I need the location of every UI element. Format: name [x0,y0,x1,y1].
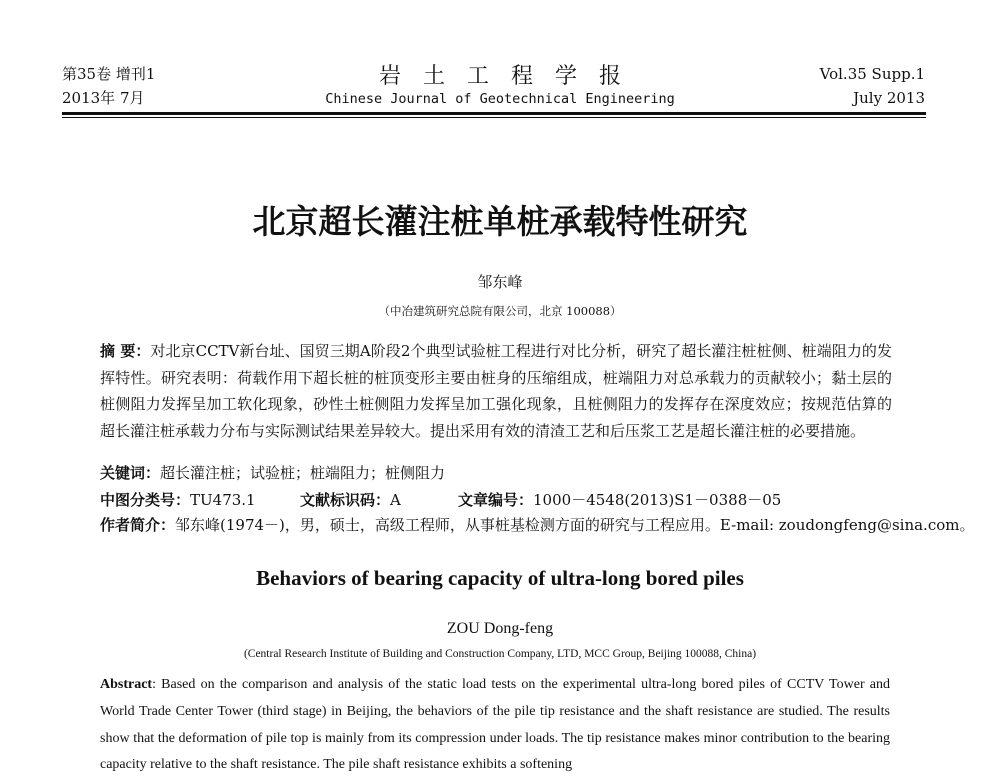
author-name-en: ZOU Dong-feng [446,620,554,637]
journal-name-en: Chinese Journal of Geotechnical Engineering [325,91,675,107]
author-bio-label: 作者简介： [100,516,176,534]
affiliation-cn: （中冶建筑研究总院有限公司，北京 100088） [378,304,622,318]
abstract-en-label: Abstract [100,677,153,692]
doc-code-label: 文献标识码： [300,491,391,509]
keywords-cn-label: 关键词： [100,464,161,482]
author-bio [100,514,974,535]
paper-title-en: Behaviors of bearing capacity of ultra-long bored piles [256,566,744,590]
doc-code-value: A [390,491,401,509]
classification-line [100,489,256,510]
journal-name-cn: 岩土工程学报 [378,64,643,89]
volume-issue: 第35卷 增刊1 [62,65,156,83]
clc-label: 中图分类号： [100,491,191,509]
header-rule-thick [62,112,926,115]
clc-value: TU473.1 [190,491,256,509]
keywords-cn [100,462,445,483]
article-number [458,489,781,510]
publication-date-cn: 2013年 7月 [62,89,145,107]
article-number-value: 1000－4548(2013)S1－0388－05 [533,491,782,509]
abstract-cn-text: 对北京CCTV新台址、国贸三期A阶段2个典型试验桩工程进行对比分析，研究了超长灌注桩桩侧、桩端阻力的发挥特性。研究表明：荷载作用下超长桩的桩顶变形主要由桩身的压缩组成，桩端阻力对总承载力的贡献较小；黏土层的桩侧阻力发挥呈加工软化现象，砂性土桩侧阻力发挥呈加工强化现象，且桩侧阻力的发挥存在深度效应；按规范估算的超长灌注桩承载力分布与实际测试结果差异较大。提出采用有效的清渣工艺和后压浆工艺是超长灌注桩的必要措施。 [100,342,892,440]
article-number-label: 文章编号： [458,491,534,509]
header-rule-thin [62,117,926,118]
doc-code [300,489,401,510]
abstract-cn [100,338,892,444]
abstract-cn-label: 摘 要： [100,342,151,360]
abstract-en [100,672,890,779]
volume-supp-en: Vol.35 Supp.1 [819,65,925,83]
affiliation-en: (Central Research Institute of Building and Construction Company, LTD, MCC Group, Beijing 100088, China) [243,648,757,660]
paper-title-cn: 北京超长灌注桩单桩承载特性研究 [252,202,748,241]
abstract-en-text: : Based on the comparison and analysis of the static load tests on the experimental ultra-long bored piles of CCTV Tower and World Trade Center Tower (third stage) in Beijing, the behaviors of the pile tip resistance and the shaft resistance are studied. The results show that the deformation of pile top is mainly from its compression under loads. The tip resistance makes minor contribution to the bearing capacity relative to the shaft resistance. The pile shaft resistance exhibits a softening [100,677,890,773]
author-name-cn: 邹东峰 [477,273,523,291]
publication-date-en: July 2013 [853,89,925,107]
keywords-cn-text: 超长灌注桩；试验桩；桩端阻力；桩侧阻力 [160,464,446,482]
author-bio-text: 邹东峰(1974－)，男，硕士，高级工程师，从事桩基检测方面的研究与工程应用。E-mail: zoudongfeng@sina.com。 [175,516,975,534]
